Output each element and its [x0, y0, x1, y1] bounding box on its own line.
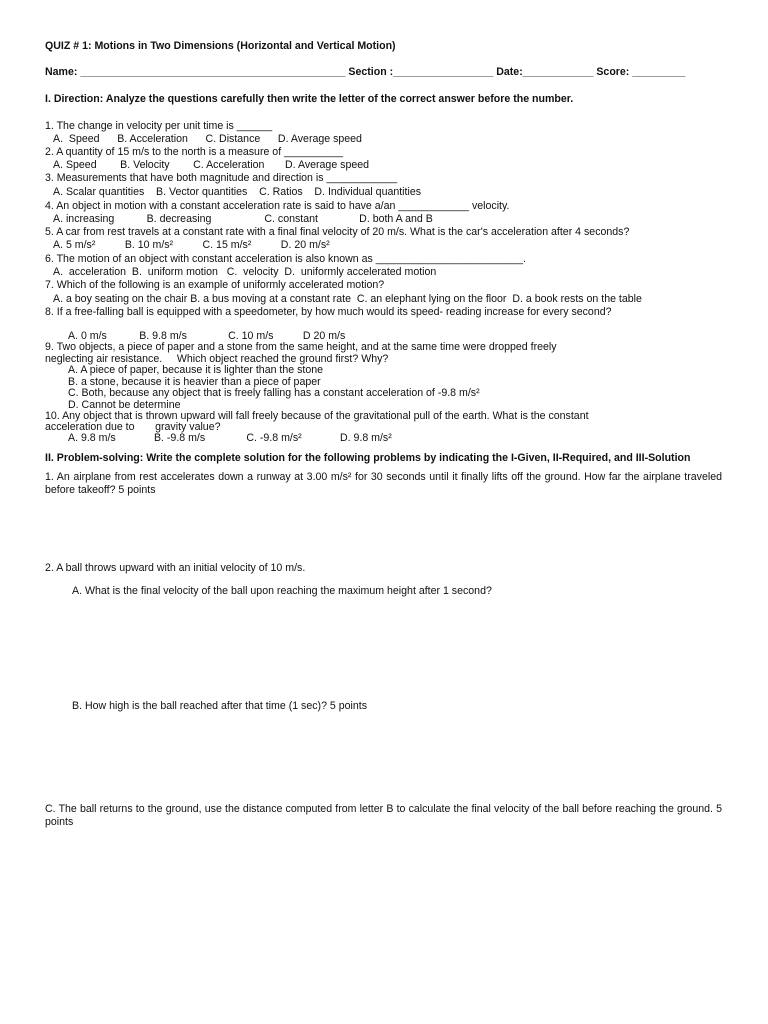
question-5: 5. A car from rest travels at a constant rate with a final final velocity of 20 m/s. What is the car's acceleration after 4 seconds? — [45, 226, 630, 238]
question-10-line-2: acceleration due to gravity value? — [45, 421, 221, 433]
student-info-line: Name: _____________________________________________ Section :_________________ Date:____________ Score: _________ — [45, 66, 686, 78]
quiz-title: QUIZ # 1: Motions in Two Dimensions (Horizontal and Vertical Motion) — [45, 40, 396, 52]
question-8: 8. If a free-falling ball is equipped with a speedometer, by how much would its speed- reading increase for every second? — [45, 306, 612, 318]
question-6-options: A. acceleration B. uniform motion C. velocity D. uniformly accelerated motion — [53, 266, 437, 278]
part2-direction: II. Problem-solving: Write the complete solution for the following problems by indicating the I-Given, II-Required, and III-Solution — [45, 452, 691, 464]
question-10-line-1: 10. Any object that is thrown upward will fall freely because of the gravitational pull of the earth. What is the constant — [45, 410, 589, 422]
question-8-options: A. 0 m/s B. 9.8 m/s C. 10 m/s D 20 m/s — [68, 330, 346, 342]
question-9-option-c: C. Both, because any object that is freely falling has a constant acceleration of -9.8 m/s² — [68, 387, 480, 399]
question-3: 3. Measurements that have both magnitude and direction is ____________ — [45, 172, 398, 184]
question-9-option-a: A. A piece of paper, because it is lighter than the stone — [68, 364, 324, 376]
problem-2-part-b: B. How high is the ball reached after that time (1 sec)? 5 points — [72, 700, 368, 712]
question-3-options: A. Scalar quantities B. Vector quantities C. Ratios D. Individual quantities — [53, 186, 422, 198]
question-7: 7. Which of the following is an example of uniformly accelerated motion? — [45, 279, 385, 291]
question-9-line-2: neglecting air resistance. Which object reached the ground first? Why? — [45, 353, 389, 365]
question-4-options: A. increasing B. decreasing C. constant D. both A and B — [53, 213, 433, 225]
question-9-option-d: D. Cannot be determine — [68, 399, 181, 411]
question-2-options: A. Speed B. Velocity C. Acceleration D. Average speed — [53, 159, 370, 171]
question-1-options: A. Speed B. Acceleration C. Distance D. Average speed — [53, 133, 362, 145]
problem-2: 2. A ball throws upward with an initial velocity of 10 m/s. — [45, 562, 306, 574]
problem-1: 1. An airplane from rest accelerates down a runway at 3.00 m/s² for 30 seconds until it finally lifts off the ground. How far the airplane traveled before takeoff? 5 points — [45, 471, 722, 496]
problem-2-part-c: C. The ball returns to the ground, use the distance computed from letter B to calculate the final velocity of the ball before reaching the ground. 5 points — [45, 803, 722, 828]
question-7-options: A. a boy seating on the chair B. a bus moving at a constant rate C. an elephant lying on the floor D. a book rests on the table — [53, 293, 642, 305]
problem-2-part-a: A. What is the final velocity of the ball upon reaching the maximum height after 1 second? — [72, 585, 492, 597]
question-1: 1. The change in velocity per unit time is ______ — [45, 120, 273, 132]
question-2: 2. A quantity of 15 m/s to the north is a measure of __________ — [45, 146, 344, 158]
question-5-options: A. 5 m/s² B. 10 m/s² C. 15 m/s² D. 20 m/s² — [53, 239, 330, 251]
question-4: 4. An object in motion with a constant acceleration rate is said to have a/an ____________ velocity. — [45, 200, 510, 212]
question-9-line-1: 9. Two objects, a piece of paper and a stone from the same height, and at the same time were dropped freely — [45, 341, 557, 353]
question-9-option-b: B. a stone, because it is heavier than a piece of paper — [68, 376, 321, 388]
question-6: 6. The motion of an object with constant acceleration is also known as _________________________. — [45, 253, 526, 265]
question-10-options: A. 9.8 m/s B. -9.8 m/s C. -9.8 m/s² D. 9.8 m/s² — [68, 432, 392, 444]
part1-direction: I. Direction: Analyze the questions carefully then write the letter of the correct answer before the number. — [45, 93, 574, 105]
